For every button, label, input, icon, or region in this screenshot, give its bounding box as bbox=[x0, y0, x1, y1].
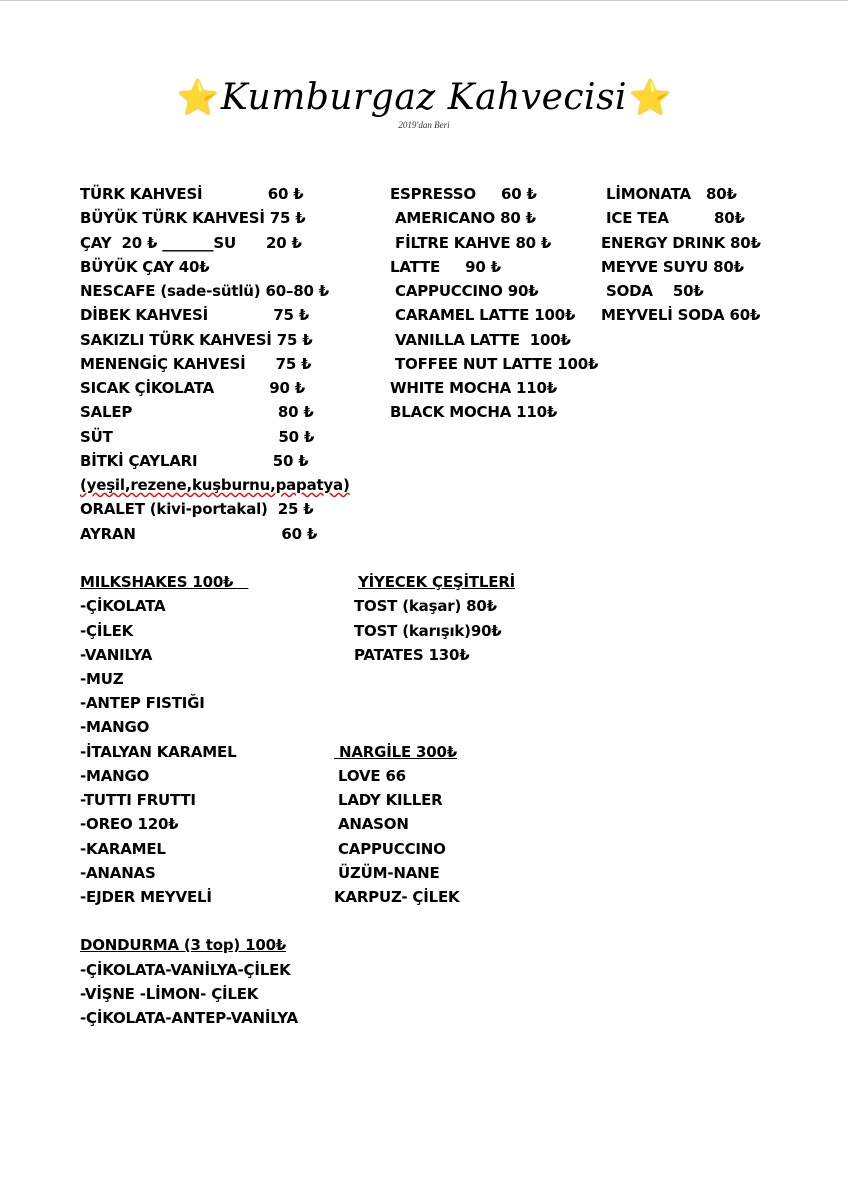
menu-item: ORALET (kivi-portakal) 25 ₺ bbox=[80, 500, 314, 518]
menu-item: LOVE 66 bbox=[338, 767, 406, 785]
menu-item: TÜRK KAHVESİ 60 ₺ bbox=[80, 185, 304, 203]
menu-item: MEYVE SUYU 80₺ bbox=[601, 258, 744, 276]
menu-item: CAPPUCCINO 90₺ bbox=[390, 282, 539, 300]
menu-item: ÇAY 20 ₺ _______SU 20 ₺ bbox=[80, 234, 302, 252]
menu-item: PATATES 130₺ bbox=[354, 646, 470, 664]
menu-item: BÜYÜK ÇAY 40₺ bbox=[80, 258, 210, 276]
menu-item: ENERGY DRINK 80₺ bbox=[601, 234, 761, 252]
nargile-heading: NARGİLE 300₺ bbox=[334, 743, 458, 761]
menu-item: FİLTRE KAHVE 80 ₺ bbox=[390, 234, 552, 252]
menu-item: ÜZÜM-NANE bbox=[338, 864, 440, 882]
menu-item: -MUZ bbox=[80, 670, 124, 688]
menu-item: ESPRESSO 60 ₺ bbox=[390, 185, 537, 203]
menu-item: LİMONATA 80₺ bbox=[601, 185, 737, 203]
menu-item: AYRAN 60 ₺ bbox=[80, 525, 318, 543]
menu-item: KARPUZ- ÇİLEK bbox=[334, 888, 460, 906]
menu-item: SALEP 80 ₺ bbox=[80, 403, 314, 421]
menu-item: BİTKİ ÇAYLARI 50 ₺ bbox=[80, 452, 309, 470]
menu-item: LADY KILLER bbox=[338, 791, 443, 809]
menu-item: MENENGİÇ KAHVESİ 75 ₺ bbox=[80, 355, 312, 373]
menu-item: -VANILYA bbox=[80, 646, 153, 664]
menu-item: TOFFEE NUT LATTE 100₺ bbox=[390, 355, 599, 373]
menu-item: ANASON bbox=[338, 815, 409, 833]
menu-item: -MANGO bbox=[80, 718, 150, 736]
menu-item: MEYVELİ SODA 60₺ bbox=[601, 306, 761, 324]
menu-item: -TUTTI FRUTTI bbox=[80, 791, 196, 809]
menu-item: -ANTEP FISTIĞI bbox=[80, 694, 205, 712]
menu-item: -ÇİLEK bbox=[80, 622, 134, 640]
menu-item: -KARAMEL bbox=[80, 840, 166, 858]
food-heading: YİYECEK ÇEŞİTLERİ bbox=[358, 573, 516, 591]
menu-item: SÜT 50 ₺ bbox=[80, 428, 315, 446]
menu-item: -ÇİKOLATA-VANİLYA-ÇİLEK bbox=[80, 961, 291, 979]
menu-item: LATTE 90 ₺ bbox=[390, 258, 501, 276]
menu-item: CAPPUCCINO bbox=[338, 840, 446, 858]
menu-item: -OREO 120₺ bbox=[80, 815, 179, 833]
menu-item-note: (yeşil,rezene,kuşburnu,papatya) bbox=[80, 476, 350, 494]
menu-item: -ANANAS bbox=[80, 864, 156, 882]
star-icon: ⭐ bbox=[176, 79, 219, 117]
menu-item: -EJDER MEYVELİ bbox=[80, 888, 212, 906]
cafe-title: Kumburgaz Kahvecisi bbox=[220, 77, 628, 118]
menu-item: TOST (karışık)90₺ bbox=[354, 622, 502, 640]
dondurma-heading: DONDURMA (3 top) 100₺ bbox=[80, 936, 287, 954]
menu-item: BÜYÜK TÜRK KAHVESİ 75 ₺ bbox=[80, 209, 306, 227]
menu-item: -ÇİKOLATA-ANTEP-VANİLYA bbox=[80, 1009, 298, 1027]
menu-item: SICAK ÇİKOLATA 90 ₺ bbox=[80, 379, 305, 397]
menu-item: -ÇİKOLATA bbox=[80, 597, 166, 615]
menu-item: ICE TEA 80₺ bbox=[601, 209, 745, 227]
star-icon: ⭐ bbox=[629, 79, 672, 117]
menu-header bbox=[0, 78, 848, 118]
menu-item: DİBEK KAHVESİ 75 ₺ bbox=[80, 306, 310, 324]
menu-item: -MANGO bbox=[80, 767, 150, 785]
menu-item: -İTALYAN KARAMEL bbox=[80, 743, 237, 761]
milkshakes-heading: MILKSHAKES 100₺ bbox=[80, 573, 249, 591]
menu-item: BLACK MOCHA 110₺ bbox=[390, 403, 558, 421]
top-border bbox=[0, 0, 848, 1]
menu-item: -VİŞNE -LİMON- ÇİLEK bbox=[80, 985, 259, 1003]
menu-item: TOST (kaşar) 80₺ bbox=[354, 597, 497, 615]
menu-item: VANILLA LATTE 100₺ bbox=[390, 331, 571, 349]
menu-item: AMERICANO 80 ₺ bbox=[390, 209, 536, 227]
menu-item: SAKIZLI TÜRK KAHVESİ 75 ₺ bbox=[80, 331, 313, 349]
cafe-subtitle: 2019'dan Beri bbox=[398, 120, 450, 130]
menu-item: SODA 50₺ bbox=[601, 282, 704, 300]
menu-item: NESCAFE (sade-sütlü) 60–80 ₺ bbox=[80, 282, 329, 300]
menu-item: WHITE MOCHA 110₺ bbox=[390, 379, 558, 397]
menu-item: CARAMEL LATTE 100₺ bbox=[390, 306, 576, 324]
